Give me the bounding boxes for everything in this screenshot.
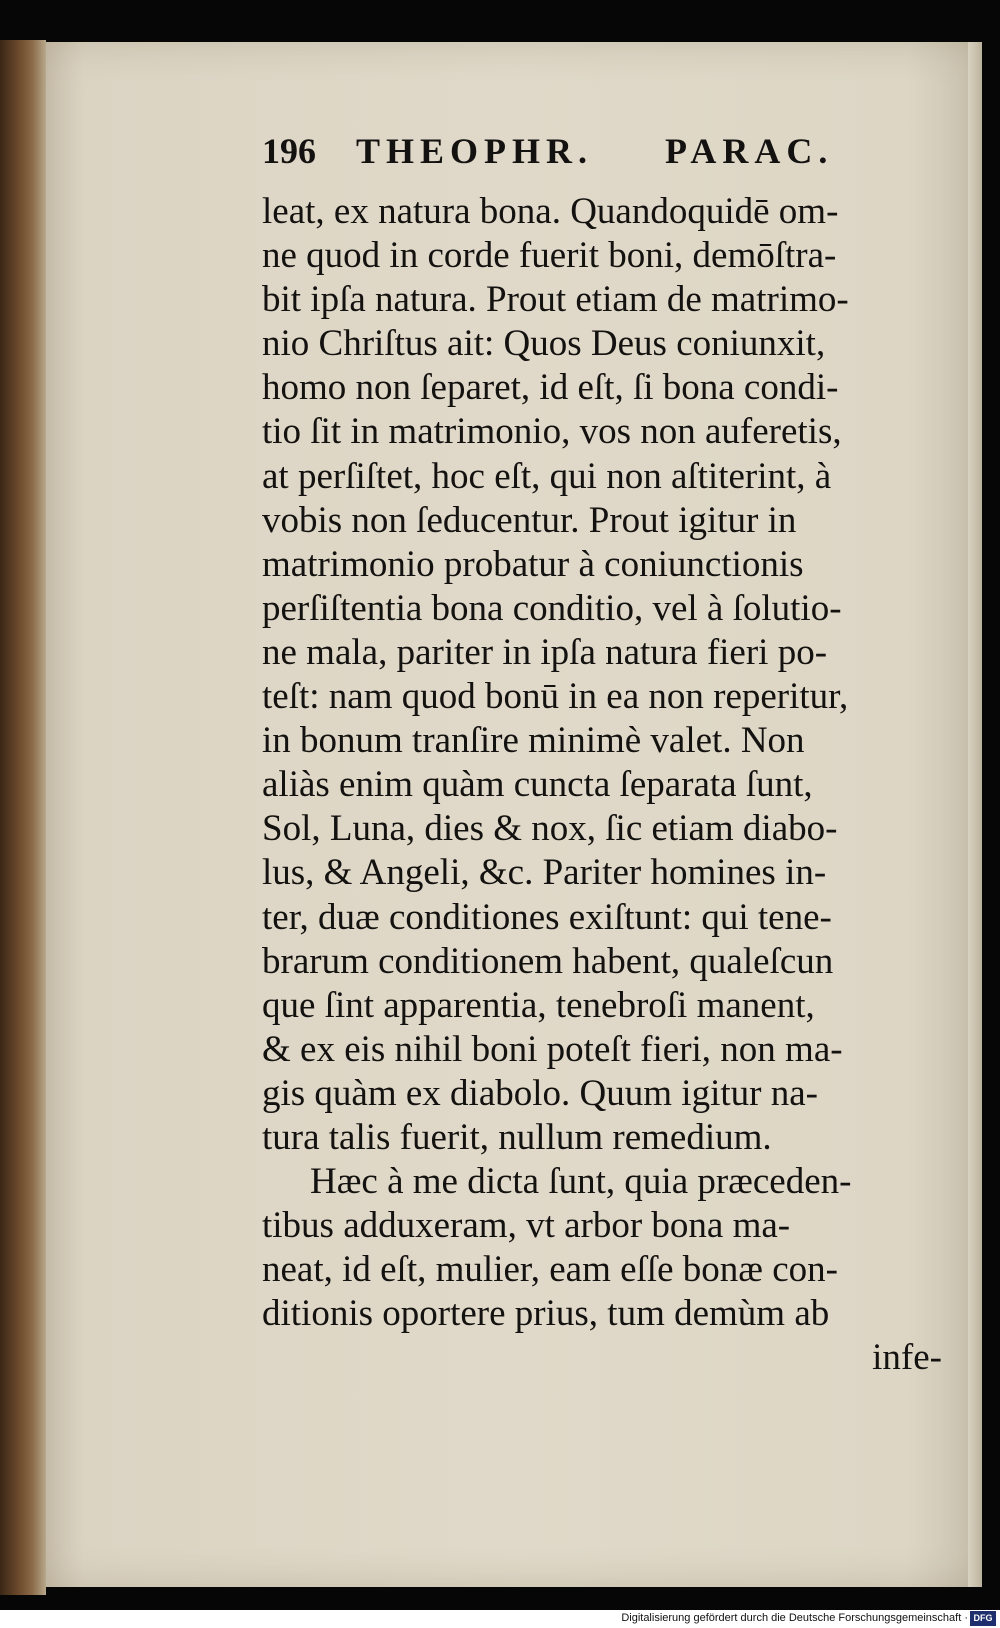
text-line: vobis non ſeducentur. Prout igitur in: [262, 499, 797, 541]
running-head: [262, 130, 942, 190]
text-line: matrimonio probatur à coniunctionis: [262, 543, 804, 585]
page-edge: [968, 42, 982, 1587]
catchword: infe-: [872, 1337, 942, 1379]
text-line: in bonum tranſire minimè valet. Non: [262, 720, 805, 762]
text-line: leat, ex natura bona. Quandoquidē om-: [262, 191, 839, 232]
text-line: gis quàm ex diabolo. Quum igitur na-: [262, 1072, 818, 1114]
text-line: bit ipſa natura. Prout etiam de matrimo-: [262, 279, 849, 321]
text-line: tura talis fuerit, nullum remedium.: [262, 1116, 772, 1158]
text-line: homo non ſeparet, id eſt, ſi bona condi-: [262, 367, 839, 409]
text-line: que ſint apparentia, tenebroſi manent,: [262, 984, 815, 1026]
running-head-author: THEOPHR.: [356, 131, 594, 171]
text-line: brarum conditionem habent, qualeſcun: [262, 940, 834, 982]
text-line: ne quod in corde fuerit boni, demōſtra-: [262, 235, 837, 277]
text-block: [262, 190, 942, 1381]
text-line: & ex eis nihil boni poteſt fieri, non ma-: [262, 1028, 843, 1070]
text-line: Sol, Luna, dies & nox, ſic etiam diabo-: [262, 808, 838, 850]
text-line: ditionis oportere prius, tum demùm ab: [262, 1293, 830, 1335]
text-line: nio Chriſtus ait: Quos Deus coniunxit,: [262, 323, 826, 365]
page-content: [262, 130, 942, 1381]
footer: [0, 1610, 1000, 1628]
text-line: teſt: nam quod bonū in ea non reperitur,: [262, 676, 849, 718]
text-line: perſiſtentia bona conditio, vel à ſolutio-: [262, 587, 842, 629]
running-head-author-suffix: PARAC.: [665, 131, 834, 171]
text-line: neat, id eſt, mulier, eam eſſe bonæ con-: [262, 1249, 838, 1291]
text-line: ter, duæ conditiones exiſtunt: qui tene-: [262, 896, 832, 938]
text-line: lus, & Angeli, &c. Pariter homines in-: [262, 852, 827, 894]
page-number: 196: [262, 131, 316, 171]
dfg-logo: DFG: [970, 1611, 996, 1626]
text-line: at perſiſtet, hoc eſt, qui non aſtiterint, à: [262, 455, 832, 497]
text-line: tibus adduxeram, vt arbor bona ma-: [262, 1205, 791, 1247]
book-spine: [0, 40, 46, 1595]
text-line: tio ſit in matrimonio, vos non auferetis,: [262, 411, 842, 453]
text-line: aliàs enim quàm cuncta ſeparata ſunt,: [262, 764, 813, 806]
digitization-credit: Digitalisierung gefördert durch die Deutsche Forschungsgemeinschaft ·: [621, 1612, 968, 1624]
paragraph-start-line: Hæc à me dicta ſunt, quia præceden-: [310, 1161, 852, 1203]
text-line: ne mala, pariter in ipſa natura fieri po-: [262, 631, 828, 673]
